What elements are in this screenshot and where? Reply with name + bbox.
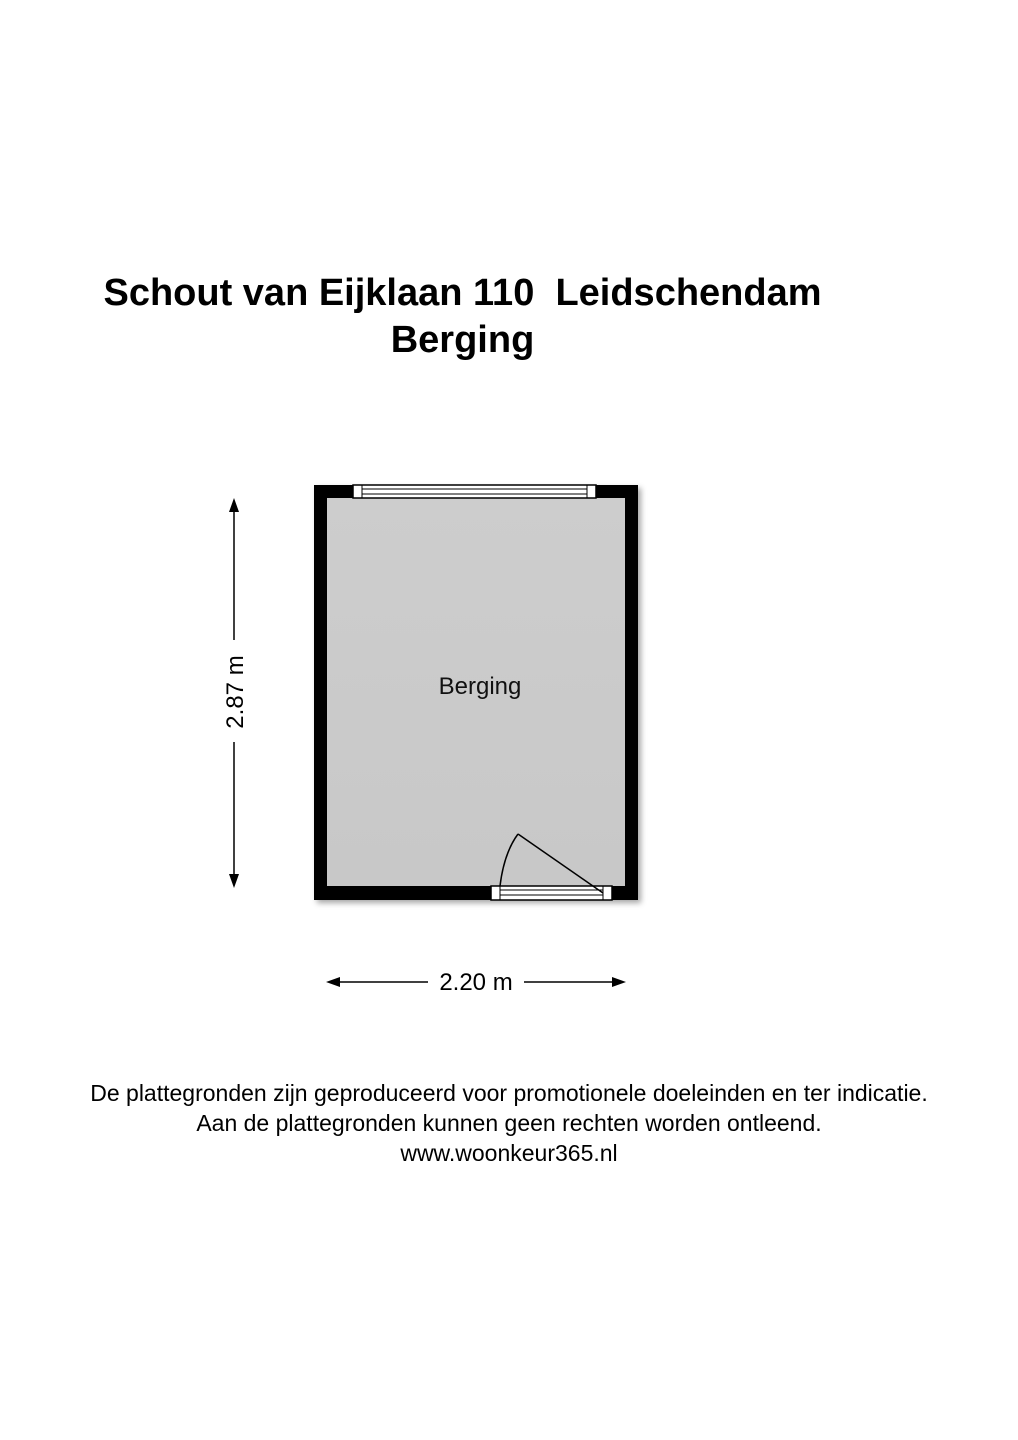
arrow-up-icon [229, 498, 239, 512]
height-dimension-label: 2.87 m [222, 655, 249, 729]
window [353, 485, 596, 498]
address-title: Schout van Eijklaan 110 Leidschendam [103, 272, 822, 314]
height-dimension [222, 498, 249, 888]
width-dimension [326, 969, 626, 996]
arrow-down-icon [229, 874, 239, 888]
width-dimension-label: 2.20 m [439, 969, 513, 996]
disclaimer-line-2: Aan de plattegronden kunnen geen rechten worden ontleend. [196, 1110, 822, 1136]
room-label: Berging [438, 673, 522, 700]
disclaimer [0, 1078, 1018, 1168]
website-link[interactable]: www.woonkeur365.nl [400, 1140, 618, 1166]
floor-title: Berging [390, 319, 535, 361]
arrow-left-icon [326, 977, 340, 987]
disclaimer-line-1: De plattegronden zijn geproduceerd voor promotionele doeleinden en ter indicatie. [90, 1080, 928, 1106]
arrow-right-icon [612, 977, 626, 987]
